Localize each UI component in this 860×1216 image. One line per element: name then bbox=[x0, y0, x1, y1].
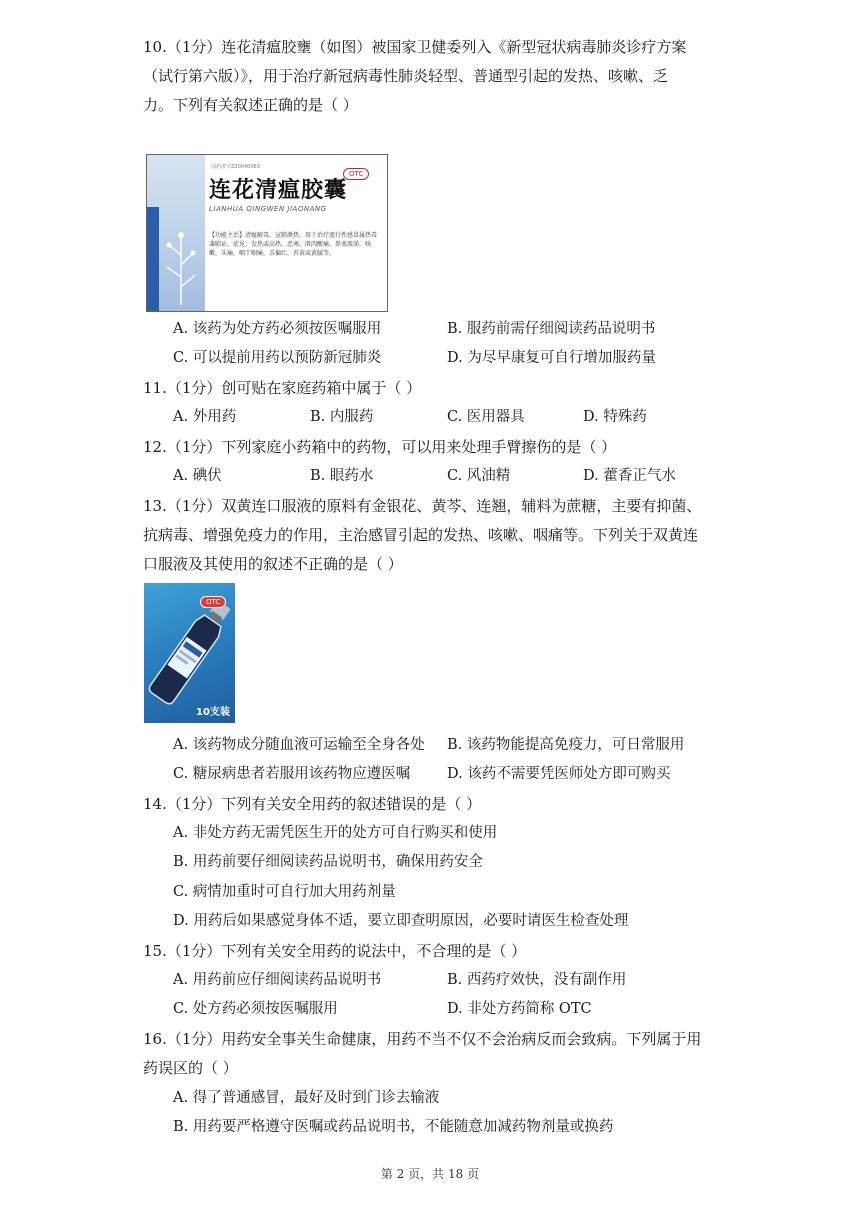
q10-option-a: A. 该药为处方药必须按医嘱服用 bbox=[173, 321, 382, 337]
q12-option-d: D. 藿香正气水 bbox=[583, 468, 676, 484]
box-pinyin: LIANHUA QINGWEN JIAONANG bbox=[209, 205, 327, 213]
lianhua-qingwen-box-image bbox=[146, 154, 388, 312]
q11-option-b: B. 内服药 bbox=[310, 409, 374, 425]
plant-illustration-icon bbox=[161, 225, 201, 305]
q12-option-a: A. 碘伏 bbox=[173, 468, 222, 484]
q15-option-c: C. 处方药必须按医嘱服用 bbox=[173, 1001, 338, 1017]
q13-stem-line-3: 口服液及其使用的叙述不正确的是（ ） bbox=[143, 555, 403, 573]
q12-option-c: C. 风油精 bbox=[447, 468, 511, 484]
q15-option-b: B. 西药疗效快，没有副作用 bbox=[447, 972, 627, 988]
q10-stem-line-1: 10.（1分）连花清瘟胶壅（如图）被国家卫健委列入《新型冠状病毒肺炎诊疗方案 bbox=[143, 38, 687, 56]
q14-stem: 14.（1分）下列有关安全用药的叙述错误的是（ ） bbox=[143, 795, 482, 813]
q13-stem-line-1: 13.（1分）双黄连口服液的原料有金银花、黄芩、连翘，辅料为蔗糖，主要有抑菌、 bbox=[143, 497, 702, 515]
q10-option-c: C. 可以提前用药以预防新冠肺炎 bbox=[173, 350, 382, 366]
otc-badge: OTC bbox=[343, 168, 369, 180]
q13-option-a: A. 该药物成分随血液可运输至全身各处 bbox=[173, 737, 425, 753]
vial-count-label: 10支装 bbox=[196, 707, 230, 718]
q14-option-c: C. 病情加重时可自行加大用药剂量 bbox=[173, 884, 396, 900]
q11-option-c: C. 医用器具 bbox=[447, 409, 525, 425]
box-approval-number: 国药准字Z20040063 bbox=[211, 164, 260, 170]
q15-option-a: A. 用药前应仔细阅读药品说明书 bbox=[173, 972, 382, 988]
q14-option-b: B. 用药前要仔细阅读药品说明书，确保用药安全 bbox=[173, 854, 483, 870]
q13-option-d: D. 该药不需要凭医师处方即可购买 bbox=[447, 766, 671, 782]
box-description: 【功能主治】清瘟解毒，宣肺泄热。用于治疗流行性感冒属热毒袭肺证，症见：发热或高热，恶寒，肌肉酸痛，鼻塞流涕，咳嗽，头痛，咽干咽痛，舌偏红，苔黄或黄腻等。 bbox=[209, 232, 378, 257]
q10-stem-line-3: 力。下列有关叙述正确的是（ ） bbox=[143, 96, 358, 114]
q14-option-d: D. 用药后如果感觉身体不适，要立即查明原因，必要时请医生检查处理 bbox=[173, 913, 629, 929]
q10-stem-line-2: （试行第六版）》，用于治疗新冠病毒性肺炎轻型、普通型引起的发热、咳嗽、乏 bbox=[143, 67, 669, 85]
q10-option-d: D. 为尽早康复可自行增加服药量 bbox=[447, 350, 656, 366]
q13-option-b: B. 该药物能提高免疫力，可日常服用 bbox=[447, 737, 685, 753]
q11-option-d: D. 特殊药 bbox=[583, 409, 647, 425]
q11-option-a: A. 外用药 bbox=[173, 409, 237, 425]
q11-stem: 11.（1分）创可贴在家庭药箱中属于（ ） bbox=[143, 379, 422, 397]
q12-option-b: B. 眼药水 bbox=[310, 468, 374, 484]
shuanghuanglian-vial-image bbox=[144, 583, 235, 723]
q13-option-c: C. 糖尿病患者若服用该药物应遵医嘱 bbox=[173, 766, 411, 782]
q16-option-a: A. 得了普通感冒，最好及时到门诊去输液 bbox=[173, 1090, 440, 1106]
otc-badge-vial: OTC bbox=[200, 596, 226, 608]
page-footer: 第 2 页，共 18 页 bbox=[380, 1167, 480, 1181]
q16-option-b: B. 用药要严格遵守医嘱或药品说明书，不能随意加减药物剂量或换药 bbox=[173, 1119, 614, 1135]
q13-stem-line-2: 抗病毒、增强免疫力的作用，主治感冒引起的发热、咳嗽、咽痛等。下列关于双黄连 bbox=[143, 526, 699, 544]
q15-stem: 15.（1分）下列有关安全用药的说法中，不合理的是（ ） bbox=[143, 942, 527, 960]
q15-option-d: D. 非处方药简称 OTC bbox=[447, 1001, 592, 1017]
q10-option-b: B. 服药前需仔细阅读药品说明书 bbox=[447, 321, 656, 337]
q12-stem: 12.（1分）下列家庭小药箱中的药物，可以用来处理手臂擦伤的是（ ） bbox=[143, 438, 617, 456]
box-blue-strip bbox=[147, 207, 159, 311]
q16-stem-line-2: 药误区的（ ） bbox=[143, 1059, 238, 1077]
q14-option-a: A. 非处方药无需凭医生开的处方可自行购买和使用 bbox=[173, 825, 498, 841]
q16-stem-line-1: 16.（1分）用药安全事关生命健康，用药不当不仅不会治病反而会致病。下列属于用 bbox=[143, 1030, 702, 1048]
box-title: 连花清瘟胶囊 bbox=[209, 178, 348, 203]
